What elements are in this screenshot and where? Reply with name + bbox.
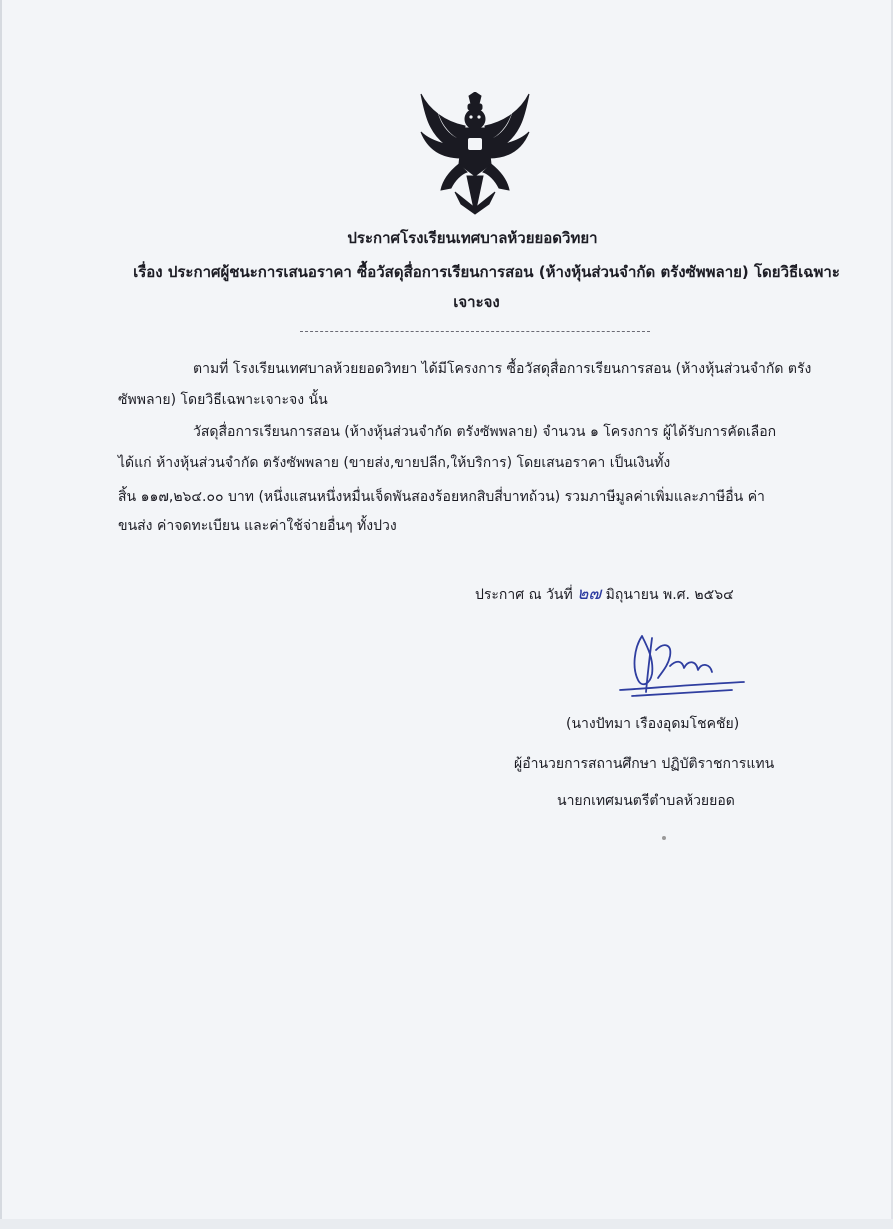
paragraph-1-line-1: ตามที่ โรงเรียนเทศบาลห้วยยอดวิทยา ได้มีโครงการ ซื้อวัสดุสื่อการเรียนการสอน (ห้างหุ้นส่วนจำกัด ตรัง [193,361,812,377]
paragraph-2-line-3: สิ้น ๑๑๗,๒๖๔.๐๐ บาท (หนึ่งแสนหนึ่งหมื่นเจ็ดพันสองร้อยหกสิบสี่บาทถ้วน) รวมภาษีมูลค่าเพิ่มและภาษีอื่น ค่า [118,489,765,505]
subject-line-1: เรื่อง ประกาศผู้ชนะการเสนอราคา ซื้อวัสดุสื่อการเรียนการสอน (ห้างหุ้นส่วนจำกัด ตรังซัพพลาย) โดยวิธีเฉพาะ [133,263,840,281]
title-divider [300,331,650,332]
announcement-title: ประกาศโรงเรียนเทศบาลห้วยยอดวิทยา [347,229,598,247]
date-suffix: มิถุนายน พ.ศ. ๒๕๖๔ [605,587,734,603]
date-day-handwritten: ๒๗ [577,584,602,604]
signatory-name: (นางปัทมา เรืองอุดมโชคชัย) [566,716,740,732]
signatory-position: ผู้อำนวยการสถานศึกษา ปฏิบัติราชการแทน [514,756,775,772]
paragraph-1-line-2: ซัพพลาย) โดยวิธีเฉพาะเจาะจง นั้น [118,392,328,408]
handwritten-signature [612,630,752,700]
paragraph-2-line-4: ขนส่ง ค่าจดทะเบียน และค่าใช้จ่ายอื่นๆ ทั้งปวง [118,518,397,534]
signatory-position-2: นายกเทศมนตรีตำบลห้วยยอด [557,793,735,809]
scan-speck [662,836,666,840]
scan-bottom-edge [0,1219,893,1229]
date-line [475,580,734,607]
date-prefix: ประกาศ ณ วันที่ [475,587,573,603]
garuda-emblem-icon [415,92,535,216]
paragraph-2-line-2: ได้แก่ ห้างหุ้นส่วนจำกัด ตรังซัพพลาย (ขายส่ง,ขายปลีก,ให้บริการ) โดยเสนอราคา เป็นเงินทั้ง [118,455,671,471]
paragraph-2-line-1: วัสดุสื่อการเรียนการสอน (ห้างหุ้นส่วนจำกัด ตรังซัพพลาย) จำนวน ๑ โครงการ ผู้ได้รับการคัดเลือก [193,424,777,440]
subject-line-2: เจาะจง [453,293,500,311]
